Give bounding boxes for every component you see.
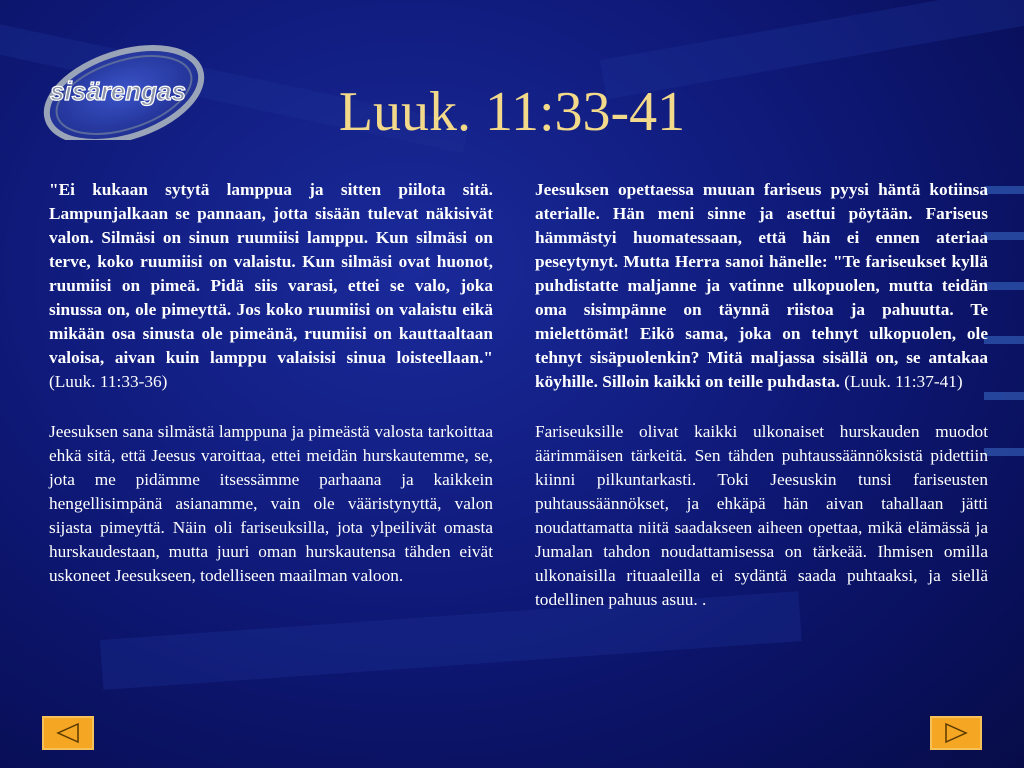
right-column <box>535 178 988 612</box>
page-title: Luuk. 11:33-41 <box>338 81 686 143</box>
scripture-quote <box>49 178 493 394</box>
edge-accent <box>984 336 1024 344</box>
next-slide-button[interactable] <box>930 716 982 750</box>
commentary: Fariseuksille olivat kaikki ulkonaiset hurskauden muodot äärimmäisen tärkeitä. Sen tähden puhtaussäännöksistä pidettiin kiinni pilkuntarkasti. Toki Jeesuskin tunsi fariseusten puhtaussäännökset, ja ehkäpä hän aivan tahallaan jätti noudattamatta niitä saadakseen aiheen opettaa, mikä elämässä ja Jumalan tahdon noudattamisessa on tärkeää. Ihmisen omilla ulkonaisilla rituaaleilla ei sydäntä saada puhtaaksi, ja siellä todellinen pahuus asuu. . <box>535 422 988 609</box>
triangle-left-icon <box>54 722 82 744</box>
commentary: Jeesuksen sana silmästä lamppuna ja pimeästä valosta tarkoittaa ehkä sitä, että Jeesus varoittaa, ettei meidän hurskautemme, se, jota me pidämme itsessämme parhaana ja kaikkein hengellisimpänä asianamme, vain ole vääristynyttä, valon sijasta pimeyttä. Näin oli fariseuksilla, jota ylpeilivät omasta hurskaudestaan, mutta juuri oman hurskautensa tähden eivät uskoneet Jeesukseen, todelliseen maailman valoon. <box>49 422 493 585</box>
logo-text: sisärengas <box>50 76 186 106</box>
edge-accent <box>984 232 1024 240</box>
previous-slide-button[interactable] <box>42 716 94 750</box>
triangle-right-icon <box>942 722 970 744</box>
scripture-reference: (Luuk. 11:37-41) <box>839 372 963 391</box>
edge-accent <box>984 282 1024 290</box>
scripture-reference: (Luuk. 11:33-36) <box>49 372 168 391</box>
edge-accent <box>984 392 1024 400</box>
scripture-quote <box>535 178 988 394</box>
quote-text: "Ei kukaan sytytä lamppua ja sitten piilota sitä. Lampunjalkaan se pannaan, jotta sisään tulevat näkisivät valon. Silmäsi on sinun ruumiisi lamppu. Kun silmäsi on terve, koko ruumiisi on valaistu. Kun silmäsi ovat huonot, ruumiisi on pimeä. Pidä siis varasi, ettei se valo, joka sinussa on, ole pimeyttä. Jos koko ruumiisi on valaistu eikä mikään osa sinusta ole pimeänä, ruumiisi on kauttaaltaan valoisa, aivan kuin lamppu valaisisi sinua loisteellaan." <box>49 180 493 367</box>
edge-accent <box>984 448 1024 456</box>
edge-accent <box>984 186 1024 194</box>
quote-text: Jeesuksen opettaessa muuan fariseus pyysi häntä kotiinsa aterialle. Hän meni sinne ja asettui pöytään. Fariseus hämmästyi huomatessaan, että hän ei ennen ateriaa peseytynyt. Mutta Herra sanoi hänelle: "Te fariseukset kyllä puhdistatte maljanne ja vatinne ulkopuolen, mutta teidän oma sisimpänne on täynnä riistoa ja pahuutta. Te mielettömät! Eikö sama, joka on tehnyt ulkopuolen, ole tehnyt sisäpuolenkin? Mitä maljassa sisällä on, se antakaa köyhille. Silloin kaikki on teille puhdasta. <box>535 180 988 391</box>
left-column <box>49 178 493 588</box>
